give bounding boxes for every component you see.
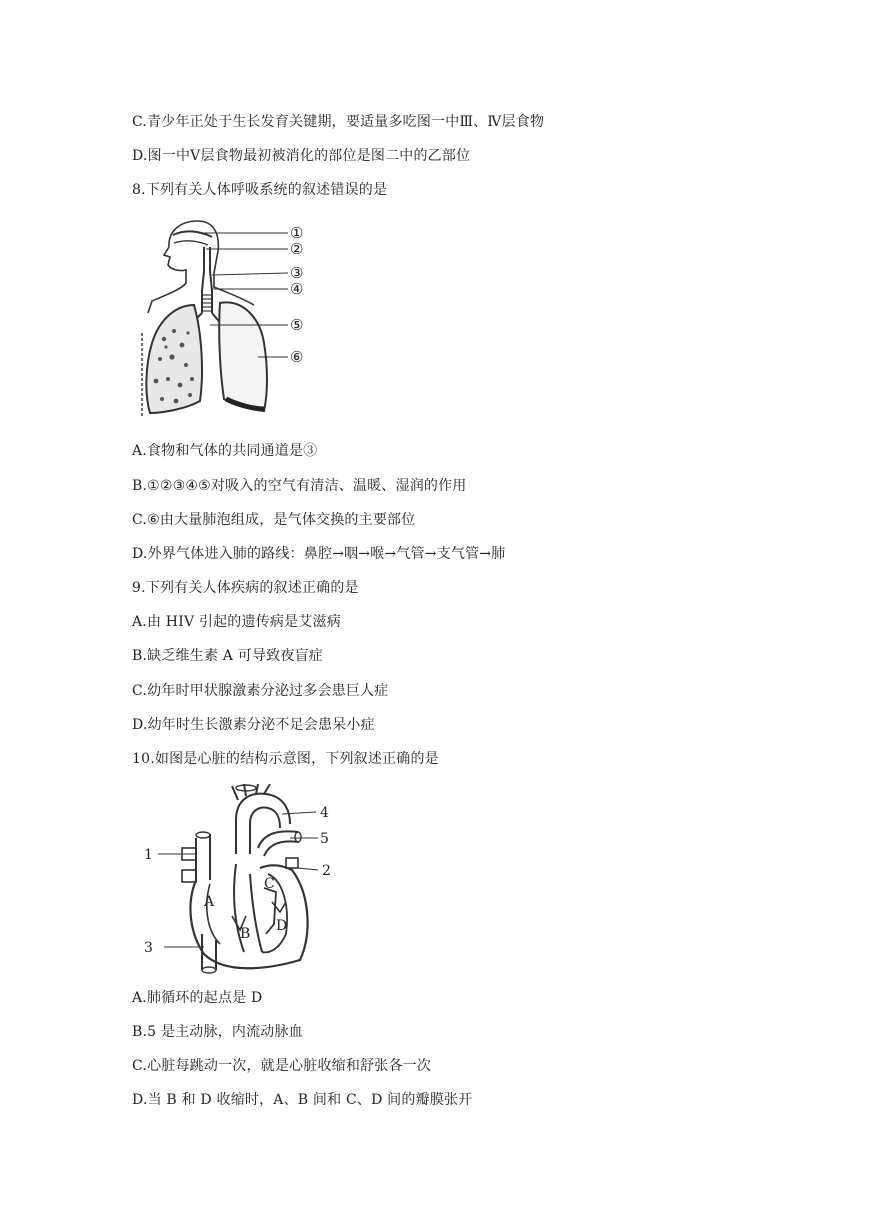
- q9-option-a: A.由 HIV 引起的遗传病是艾滋病: [132, 614, 341, 630]
- resp-label-4: ④: [290, 282, 304, 298]
- resp-label-6: ⑥: [290, 350, 304, 366]
- q10-option-a: A.肺循环的起点是 D: [132, 990, 263, 1006]
- q9-option-d: D.幼年时生长激素分泌不足会患呆小症: [132, 717, 375, 733]
- q8-option-c: C.⑥由大量肺泡组成，是气体交换的主要部位: [132, 512, 416, 528]
- resp-label-5: ⑤: [290, 318, 304, 334]
- heart-label-d: D: [276, 918, 288, 934]
- resp-label-1: ①: [290, 226, 304, 242]
- q8-option-d: D.外界气体进入肺的路线：鼻腔→咽→喉→气管→支气管→肺: [132, 546, 506, 562]
- resp-label-2: ②: [290, 242, 304, 258]
- q9-option-c: C.幼年时甲状腺激素分泌过多会患巨人症: [132, 683, 389, 699]
- q10-option-c: C.心脏每跳动一次，就是心脏收缩和舒张各一次: [132, 1058, 432, 1074]
- heart-label-c: C: [264, 876, 275, 892]
- q8-option-a: A.食物和气体的共同通道是③: [132, 443, 318, 459]
- heart-structure-figure: [140, 784, 340, 974]
- q10-option-d: D.当 B 和 D 收缩时，A、B 间和 C、D 间的瓣膜张开: [132, 1092, 473, 1108]
- respiratory-system-figure: [138, 213, 328, 423]
- heart-label-4: 4: [320, 805, 329, 821]
- resp-label-3: ③: [290, 266, 304, 282]
- heart-label-1: 1: [144, 847, 153, 863]
- heart-label-3: 3: [144, 940, 153, 956]
- q7-option-c: C.青少年正处于生长发育关键期，要适量多吃图一中Ⅲ、Ⅳ层食物: [132, 114, 545, 130]
- q9-option-b: B.缺乏维生素 A 可导致夜盲症: [132, 648, 323, 664]
- q10-stem: 10.如图是心脏的结构示意图，下列叙述正确的是: [132, 751, 439, 767]
- heart-label-b: B: [240, 926, 251, 942]
- q7-option-d: D.图一中Ⅴ层食物最初被消化的部位是图二中的乙部位: [132, 148, 471, 164]
- heart-label-a: A: [204, 894, 215, 910]
- q8-stem: 8.下列有关人体呼吸系统的叙述错误的是: [132, 182, 388, 198]
- q10-option-b: B.5 是主动脉，内流动脉血: [132, 1024, 303, 1040]
- heart-label-2: 2: [322, 863, 331, 879]
- heart-label-5: 5: [320, 831, 329, 847]
- q9-stem: 9.下列有关人体疾病的叙述正确的是: [132, 580, 359, 596]
- q8-option-b: B.①②③④⑤对吸入的空气有清洁、温暖、湿润的作用: [132, 478, 467, 494]
